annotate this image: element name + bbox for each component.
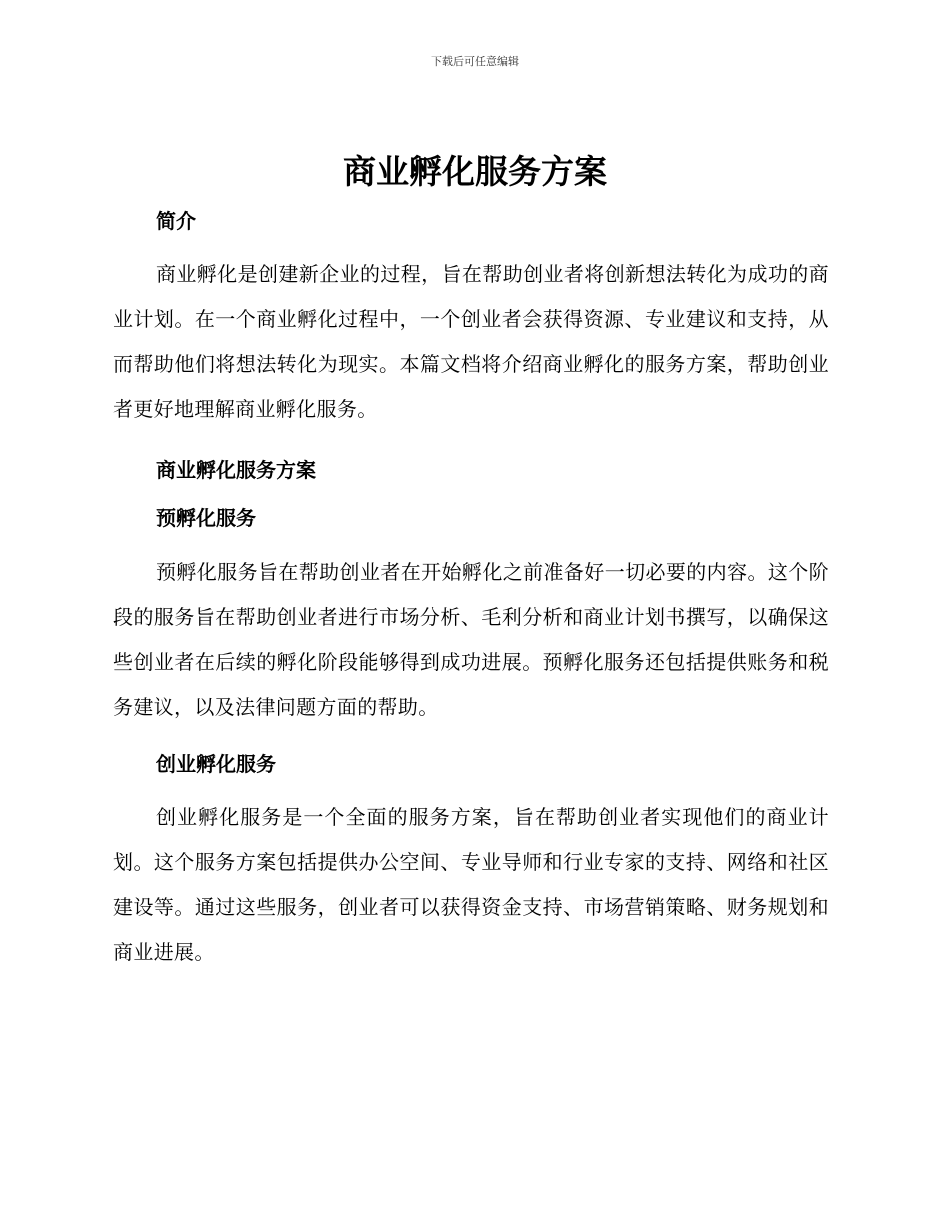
document-title: 商业孵化服务方案: [343, 152, 607, 191]
section-heading-startup-incubation: 创业孵化服务: [156, 752, 276, 776]
section-heading-intro: 简介: [156, 209, 196, 233]
section-heading-service-plan: 商业孵化服务方案: [156, 458, 316, 482]
document-body: [113, 201, 829, 975]
page-header: 下载后可任意编辑: [431, 55, 519, 68]
section-paragraph-pre-incubation: 预孵化服务旨在帮助创业者在开始孵化之前准备好一切必要的内容。这个阶段的服务旨在帮助创业者进行市场分析、毛利分析和商业计划书撰写，以确保这些创业者在后续的孵化阶段能够得到成功进展。预孵化服务还包括提供账务和税务建议，以及法律问题方面的帮助。: [113, 560, 829, 719]
section-paragraph-intro: 商业孵化是创建新企业的过程，旨在帮助创业者将创新想法转化为成功的商业计划。在一个商业孵化过程中，一个创业者会获得资源、专业建议和支持，从而帮助他们将想法转化为现实。本篇文档将介绍商业孵化的服务方案，帮助创业者更好地理解商业孵化服务。: [113, 262, 829, 421]
section-heading-pre-incubation: 预孵化服务: [156, 506, 256, 530]
section-paragraph-startup-incubation: 创业孵化服务是一个全面的服务方案，旨在帮助创业者实现他们的商业计划。这个服务方案包括提供办公空间、专业导师和行业专家的支持、网络和社区建设等。通过这些服务，创业者可以获得资金支持、市场营销策略、财务规划和商业进展。: [113, 805, 829, 964]
